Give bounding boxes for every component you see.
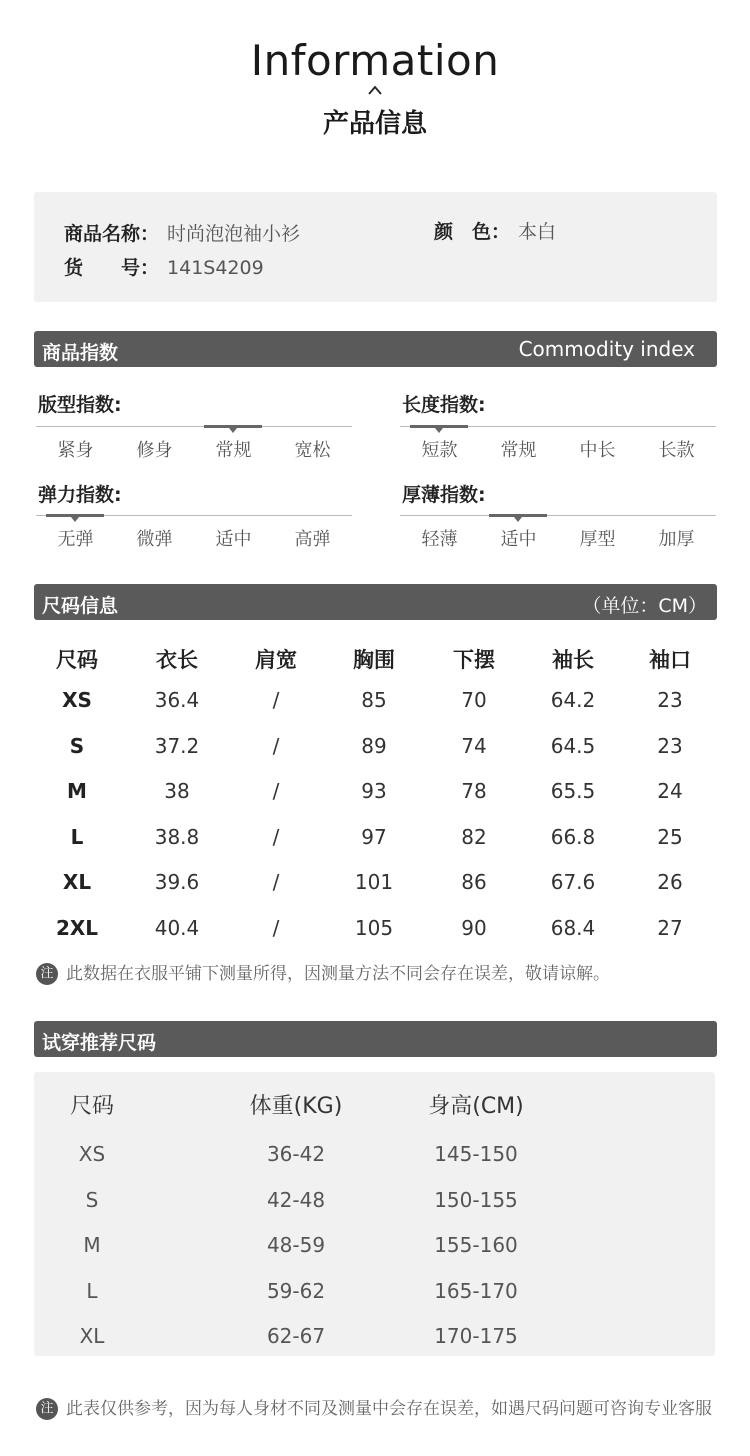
product-color-row: [434, 217, 556, 244]
table-cell: 93: [361, 779, 387, 804]
table-cell: L: [86, 1278, 98, 1303]
table-cell: 36.4: [154, 688, 200, 712]
table-cell: 66.8: [550, 824, 596, 849]
table-cell: 40.4: [154, 916, 200, 940]
scale-option: 常规: [215, 440, 252, 461]
table-cell: 85: [361, 688, 387, 712]
table-cell: /: [272, 916, 280, 940]
scale-option: 厚型: [579, 529, 616, 550]
table-cell: 23: [657, 733, 683, 758]
scale-pointer-icon: [435, 428, 443, 433]
table-cell: /: [272, 824, 280, 849]
scale-option: 常规: [500, 440, 537, 461]
index-group-label: 厚薄指数:: [402, 484, 486, 506]
scale-option: 无弹: [57, 529, 94, 550]
index-scale: [400, 426, 716, 466]
table-cell: 68.4: [550, 916, 596, 940]
table-cell: 38.8: [154, 824, 200, 849]
product-name-value: 时尚泡泡袖小衫: [167, 223, 301, 245]
recommend-table-header: 身高(CM): [428, 1094, 524, 1119]
scale-option: 加厚: [658, 529, 695, 550]
scale-option: 紧身: [57, 440, 94, 461]
product-color-label: 颜 色：: [434, 221, 511, 243]
table-cell: 170-175: [434, 1324, 518, 1348]
table-cell: 36-42: [266, 1142, 326, 1166]
scale-option: 高弹: [294, 529, 331, 550]
table-cell: 62-67: [266, 1324, 326, 1348]
table-cell: 74: [461, 733, 487, 758]
table-cell: S: [85, 1187, 99, 1212]
table-cell: L: [70, 824, 84, 849]
table-cell: M: [83, 1233, 101, 1257]
product-sku-row: [64, 253, 264, 280]
recommend-table-header: 尺码: [69, 1094, 114, 1119]
index-group-label: 弹力指数:: [38, 484, 122, 506]
size-table-header: 袖口: [649, 648, 691, 672]
size-table-header: 袖长: [552, 648, 594, 672]
table-cell: 39.6: [154, 870, 200, 895]
product-sku-value: 141S4209: [167, 257, 264, 279]
table-cell: 37.2: [154, 733, 200, 758]
scale-option: 微弹: [136, 529, 173, 550]
table-cell: M: [67, 779, 87, 804]
table-cell: 86: [461, 870, 487, 895]
index-group-label: 版型指数:: [38, 394, 122, 416]
index-scale: [36, 515, 352, 555]
product-color-value: 本白: [518, 221, 557, 243]
size-table-header: 肩宽: [255, 648, 297, 672]
size-note-text: 此数据在衣服平铺下测量所得，因测量方法不同会存在误差，敬请谅解。: [66, 964, 610, 984]
recommend-table: [34, 1072, 715, 1356]
table-cell: XS: [78, 1142, 106, 1166]
table-cell: 82: [461, 824, 487, 849]
table-cell: 25: [657, 824, 683, 849]
index-group-label: 长度指数:: [402, 394, 486, 416]
table-cell: 97: [361, 824, 387, 849]
product-sku-label: 货 号：: [64, 257, 160, 279]
table-cell: 24: [657, 779, 683, 804]
table-cell: 59-62: [266, 1278, 326, 1303]
table-cell: 38: [164, 779, 190, 804]
size-note: [36, 959, 610, 985]
scale-option: 适中: [215, 529, 252, 550]
table-cell: 89: [361, 733, 387, 758]
scale-pointer-icon: [514, 517, 522, 522]
table-cell: /: [272, 870, 280, 895]
page-title-cn: 产品信息: [322, 109, 427, 139]
table-cell: /: [272, 733, 280, 758]
scale-line: [400, 515, 716, 516]
scale-option: 适中: [500, 529, 537, 550]
table-cell: 26: [657, 870, 683, 895]
size-table-header: 下摆: [453, 648, 495, 672]
product-info-box: [34, 192, 717, 302]
product-name-row: [64, 219, 300, 246]
table-cell: 165-170: [434, 1278, 518, 1303]
scale-line: [36, 426, 352, 427]
scale-pointer-icon: [71, 517, 79, 522]
commodity-index-title: 商品指数: [42, 342, 119, 364]
size-info-bar: [34, 584, 717, 620]
table-cell: S: [69, 733, 85, 758]
table-cell: 67.6: [550, 870, 596, 895]
recommend-note-text: 此表仅供参考，因为每人身材不同及测量中会存在误差，如遇尺码问题可咨询专业客服: [66, 1399, 712, 1419]
table-cell: XS: [62, 688, 92, 712]
table-cell: 105: [354, 916, 394, 940]
table-cell: 65.5: [550, 779, 596, 804]
size-info-unit: （单位：CM）: [582, 595, 707, 617]
table-cell: 64.5: [550, 733, 596, 758]
table-cell: 90: [461, 916, 487, 940]
scale-option: 短款: [421, 440, 458, 461]
size-table-header: 衣长: [156, 648, 198, 672]
caret-up-icon: [366, 84, 384, 96]
commodity-index-bar: [34, 331, 717, 367]
size-table-header: 尺码: [56, 648, 98, 672]
recommend-note: [36, 1394, 712, 1420]
table-cell: 78: [461, 779, 487, 804]
note-badge-icon: 注: [36, 1398, 58, 1420]
table-cell: XL: [79, 1324, 105, 1348]
table-cell: 155-160: [434, 1233, 518, 1257]
product-name-label: 商品名称：: [64, 223, 160, 245]
table-cell: 2XL: [55, 916, 99, 940]
table-cell: 64.2: [550, 688, 596, 712]
table-cell: 145-150: [434, 1142, 518, 1166]
recommend-title: 试穿推荐尺码: [42, 1032, 157, 1054]
size-info-title: 尺码信息: [42, 595, 119, 617]
index-scale: [36, 426, 352, 466]
scale-option: 轻薄: [421, 529, 458, 550]
table-cell: 42-48: [266, 1187, 326, 1212]
table-cell: /: [272, 779, 280, 804]
index-scale: [400, 515, 716, 555]
size-table-header: 胸围: [353, 648, 395, 672]
table-cell: XL: [62, 870, 92, 895]
recommend-bar: [34, 1021, 717, 1057]
table-cell: 101: [354, 870, 394, 895]
scale-option: 宽松: [294, 440, 331, 461]
table-cell: 27: [657, 916, 683, 940]
scale-pointer-icon: [229, 428, 237, 433]
commodity-index-title-en: Commodity index: [518, 337, 695, 361]
table-cell: 150-155: [434, 1187, 518, 1212]
table-cell: 48-59: [266, 1233, 326, 1257]
recommend-table-header: 体重(KG): [249, 1094, 343, 1119]
table-cell: 70: [461, 688, 487, 712]
scale-option: 修身: [136, 440, 173, 461]
table-cell: 23: [657, 688, 683, 712]
page-title-en: Information: [250, 36, 500, 85]
table-cell: /: [272, 688, 280, 712]
scale-option: 长款: [658, 440, 695, 461]
scale-option: 中长: [579, 440, 616, 461]
note-badge-icon: 注: [36, 963, 58, 985]
